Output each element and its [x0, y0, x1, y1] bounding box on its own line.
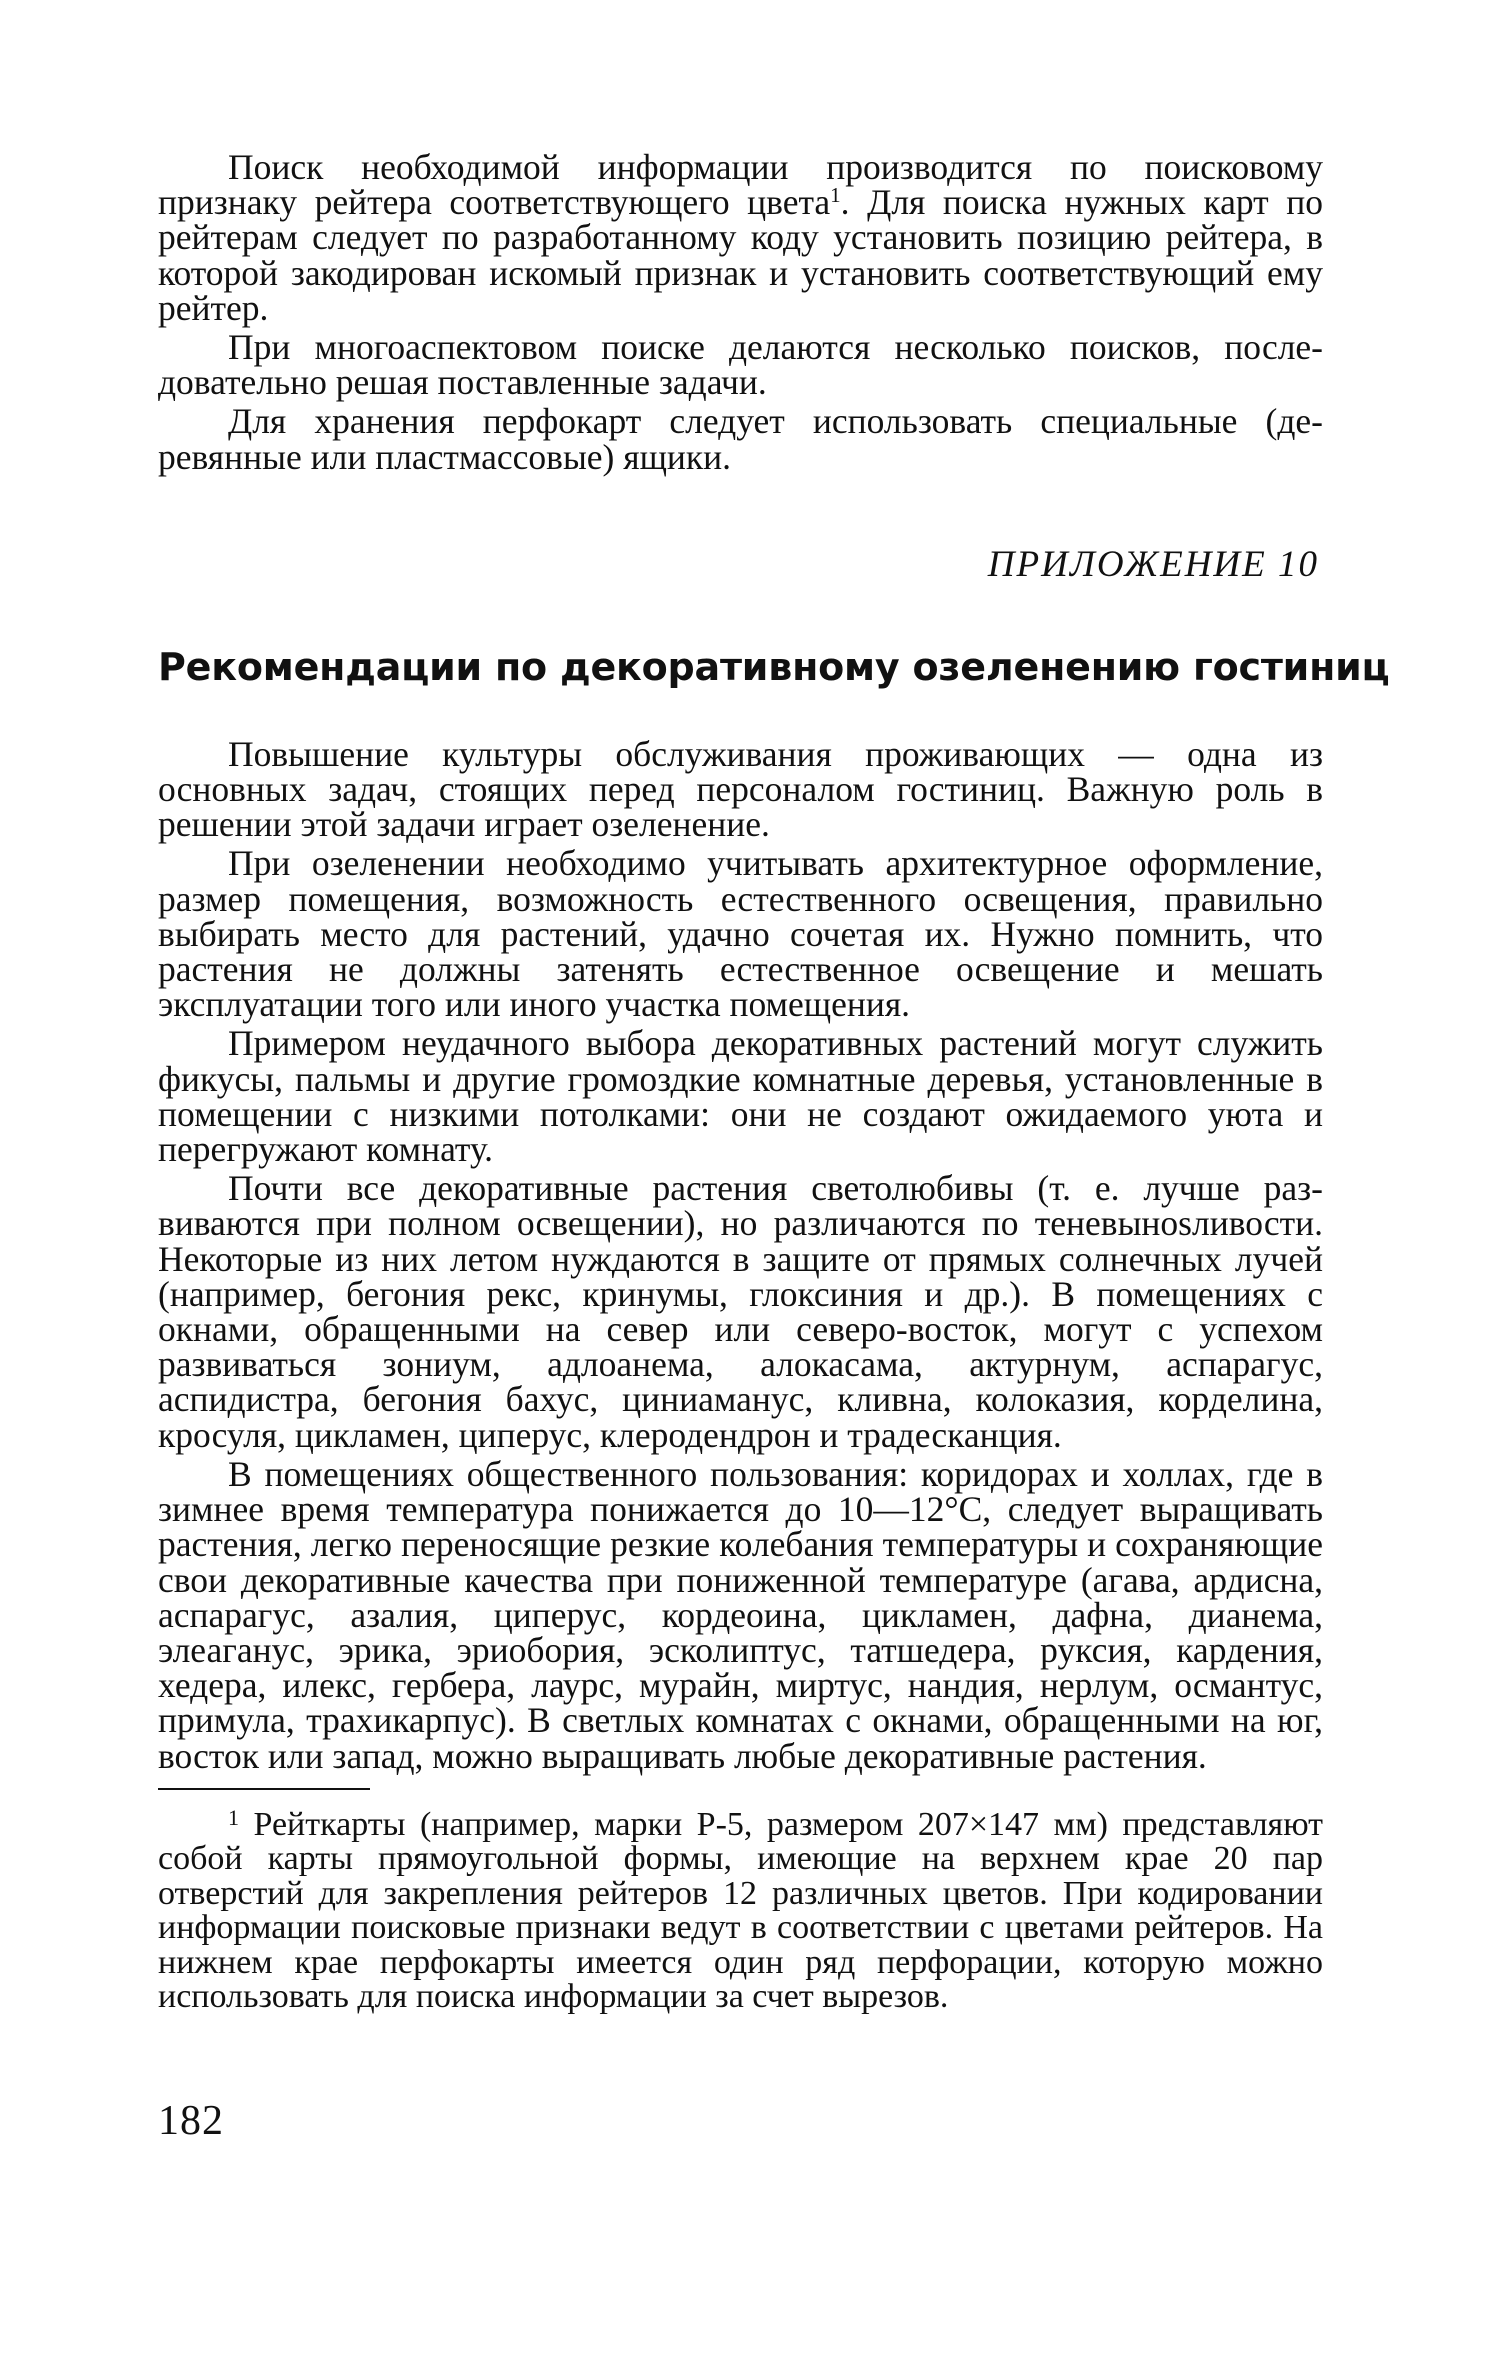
footnote-reference: 1	[830, 183, 841, 208]
intro-section	[158, 147, 1323, 477]
body-paragraph-1: Повышение культуры обслуживания проживающих — одна из основных задач, стоящих перед персоналом гостиниц. Важную роль в решении этой задачи играет озеленение.	[158, 733, 1323, 845]
intro-paragraph-3: Для хранения перфокарт следует использовать специальные (деревянные или пластмассовые) ящики.	[158, 401, 1323, 477]
body-paragraph-3: Примером неудачного выбора декоративных растений могут служить фикусы, пальмы и другие громоздкие комнатные деревья, установленные в помещении с низкими потолками: они не создают ожидаемого уюта и перегружают комнату.	[158, 1023, 1323, 1170]
appendix-label: ПРИЛОЖЕНИЕ 10	[987, 543, 1319, 585]
footnote-mark: 1	[228, 1804, 239, 1830]
intro-paragraph-2: При многоаспектовом поиске делаются несколько поисков, последовательно решая поставленные задачи.	[158, 327, 1323, 403]
intro-paragraph-1	[158, 147, 1323, 328]
body-paragraph-5: В помещениях общественного пользования: коридорах и холлах, где в зимнее время температура понижается до 10—12°C, следует выращивать растения, легко переносящие резкие колебания температуры и сохраняющие свои декоративные качества при пониженной температуре (агава, ардисна, аспарагус, азалия, циперус, кордеоина, цикламен, дафна, дианема, элеаганус, эрика, эриобория, эсколиптус, татшедера, руксия, кардения, хедера, илекс, гербера, лаурс, мурайн, миртус, нандия, нерлум, османтус, примула, трахикарпус). В светлых комнатах с окнами, обращенными на юг, восток или запад, можно выращивать любые декоративные растения.	[158, 1453, 1323, 1776]
footnote-text: Рейткарты (например, марки Р-5, размером 207×147 мм) представляют собой карты прямоугольной формы, имеющие на верхнем крае 20 пар отверстий для закрепления рейтеров 12 различных цветов. При кодировании информации поисковые признаки ведут в соответствии с цветами рейтеров. На нижнем крае перфокарты имеется один ряд перфорации, которую можно использовать для поиска информации за счет вырезов.	[158, 1805, 1324, 2016]
section-title: Рекомендации по декоративному озеленению гостиниц	[158, 644, 1390, 689]
footnote-paragraph	[158, 1804, 1324, 2016]
footnote-divider	[158, 1788, 370, 1790]
page-number: 182	[158, 2098, 224, 2144]
page-content	[158, 147, 1390, 2016]
intro-paragraph-1-text: Поиск необходимой информации производится по поисковому признаку рейтера соответствующего цвета	[158, 147, 1323, 223]
body-paragraph-2: При озеленении необходимо учитывать архитектурное оформление, размер помещения, возможность естественного освещения, правильно выбирать место для растений, удачно сочетая их. Нужно помнить, что растения не должны затенять естественное освещение и мешать эксплуатации того или иного участка помещения.	[158, 843, 1323, 1025]
section-body	[158, 733, 1323, 1776]
footnote	[158, 1804, 1324, 2016]
intro-paragraph-1-tail: . Для поиска нужных карт по рейтерам следует по разработанному коду установить позицию рейтера, в которой закодирован искомый признак и установить соответствующий ему рейтер.	[158, 182, 1323, 328]
body-paragraph-4: Почти все декоративные растения светолюбивы (т. е. лучше развиваются при полном освещении), но различаются по теневынosливости. Некоторые из них летом нуждаются в защите от прямых солнечных лучей (например, бегония рекс, кринумы, глоксиния и др.). В помещениях с окнами, обращенными на север или северо-восток, могут с успехом развиваться зониум, адлоанема, алокасама, актурнум, аспарагус, аспидистра, бегония бахус, циниаманус, кливна, колоказия, корделина, кросуля, цикламен, циперус, клеродендрон и традесканция.	[158, 1168, 1323, 1455]
